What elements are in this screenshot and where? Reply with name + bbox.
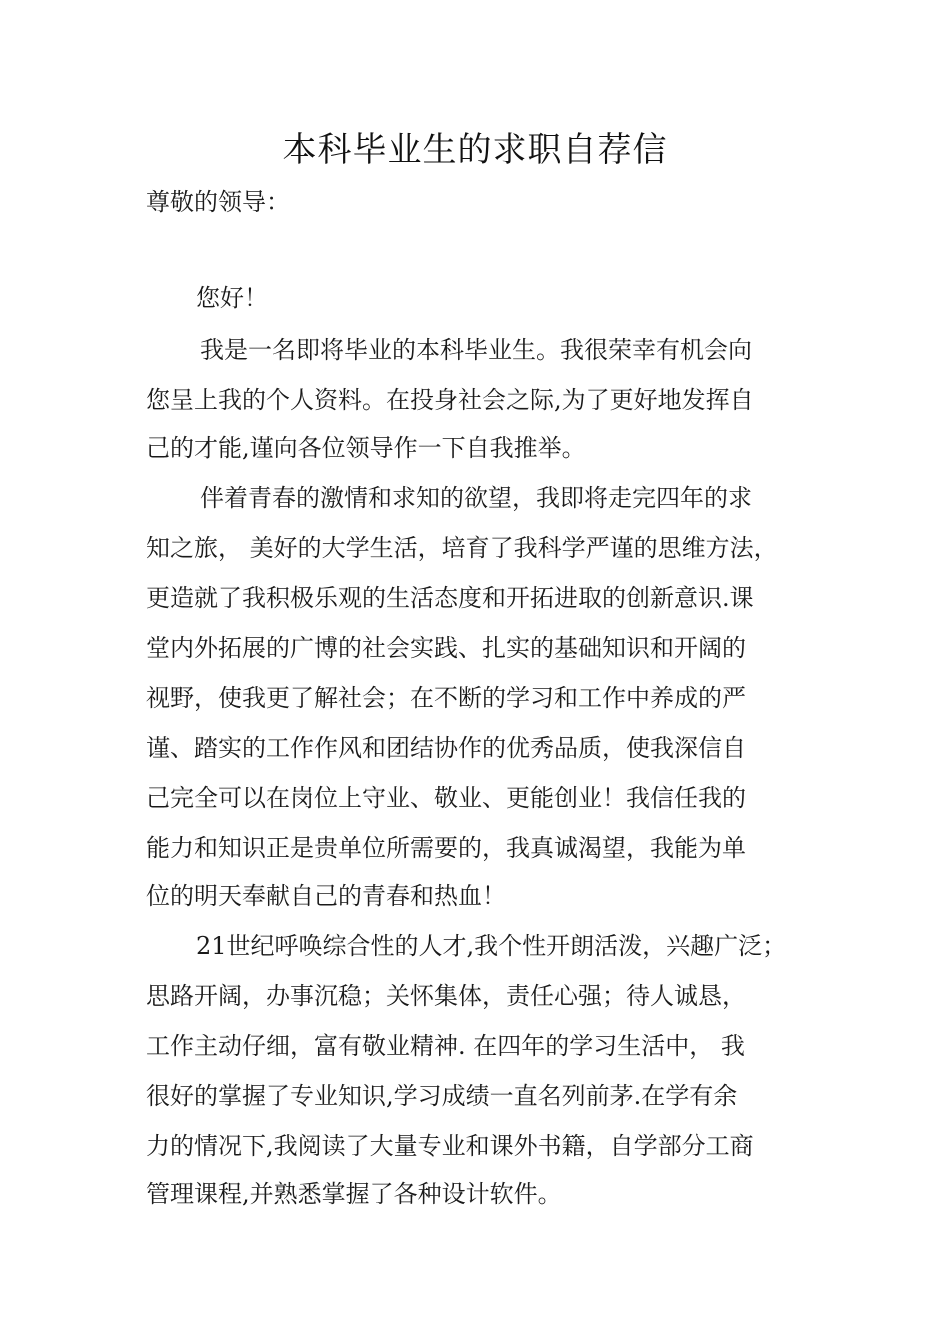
body-line: 思路开阔，办事沉稳；关怀集体，责任心强；待人诚恳， bbox=[146, 982, 746, 1010]
body-line: 力的情况下,我阅读了大量专业和课外书籍，自学部分工商 bbox=[146, 1132, 754, 1160]
body-line: 21世纪呼唤综合性的人才,我个性开朗活泼，兴趣广泛； bbox=[196, 932, 787, 960]
body-line: 己的才能,谨向各位领导作一下自我推举。 bbox=[146, 434, 586, 462]
greeting: 您好！ bbox=[196, 284, 268, 312]
body-line: 位的明天奉献自己的青春和热血！ bbox=[146, 882, 506, 910]
body-line: 谨、踏实的工作作风和团结协作的优秀品质，使我深信自 bbox=[146, 734, 746, 762]
body-line: 很好的掌握了专业知识,学习成绩一直名列前茅.在学有余 bbox=[146, 1082, 738, 1110]
body-line: 我是一名即将毕业的本科毕业生。我很荣幸有机会向 bbox=[200, 336, 752, 364]
body-line: 伴着青春的激情和求知的欲望，我即将走完四年的求 bbox=[200, 484, 752, 512]
salutation: 尊敬的领导： bbox=[146, 188, 290, 216]
body-line: 您呈上我的个人资料。在投身社会之际,为了更好地发挥自 bbox=[146, 386, 754, 414]
body-line: 更造就了我积极乐观的生活态度和开拓进取的创新意识.课 bbox=[146, 584, 754, 612]
body-line: 管理课程,并熟悉掌握了各种设计软件。 bbox=[146, 1180, 562, 1208]
document-title: 本科毕业生的求职自荐信 bbox=[282, 130, 668, 170]
body-line: 视野，使我更了解社会；在不断的学习和工作中养成的严 bbox=[146, 684, 746, 712]
body-line: 工作主动仔细，富有敬业精神. 在四年的学习生活中， 我 bbox=[146, 1032, 745, 1060]
body-line: 能力和知识正是贵单位所需要的，我真诚渴望，我能为单 bbox=[146, 834, 746, 862]
body-line: 堂内外拓展的广博的社会实践、扎实的基础知识和开阔的 bbox=[146, 634, 746, 662]
body-line: 己完全可以在岗位上守业、敬业、更能创业！我信任我的 bbox=[146, 784, 746, 812]
body-line: 知之旅， 美好的大学生活，培育了我科学严谨的思维方法， bbox=[146, 534, 778, 562]
